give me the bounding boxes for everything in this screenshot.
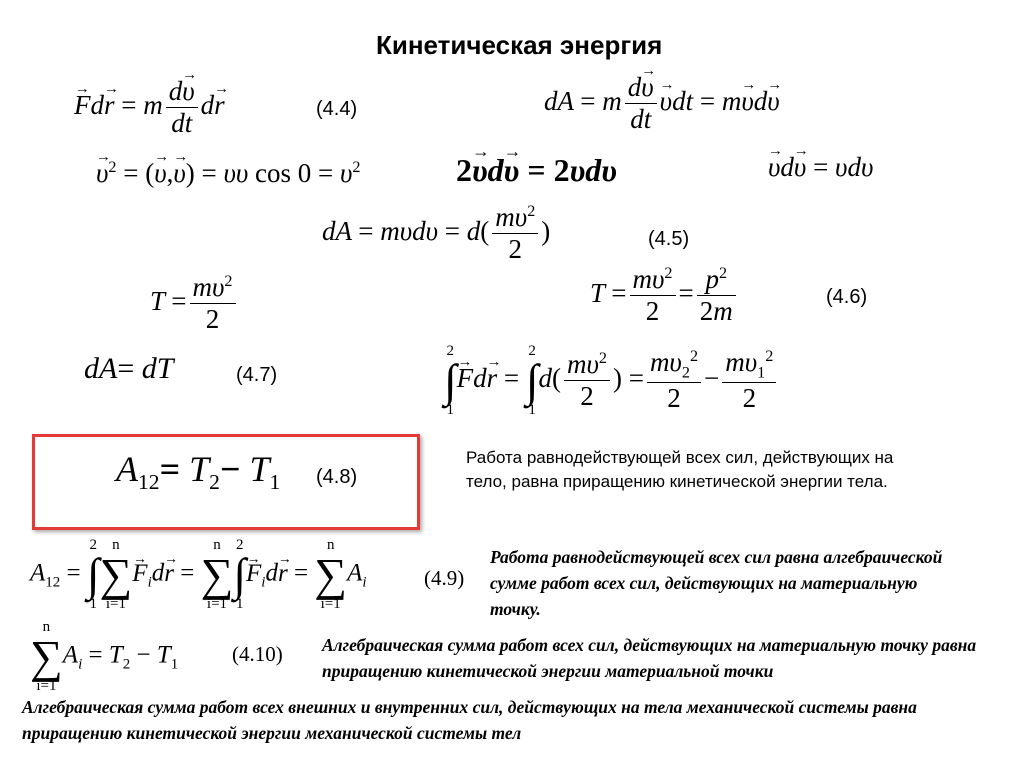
statement-4-10-text: Алгебраическая сумма работ всех сил, действующих на материальную точку равна приращению кинетической энергии материальной точки (322, 635, 977, 681)
equation-number-4-10: (4.10) (232, 642, 283, 666)
equation-number-4-6: (4.6) (826, 286, 868, 308)
equation-number-4-4: (4.4) (316, 98, 358, 120)
formula-4-6: T = $\frac{m\upsilon^2}{2}$ = $\frac{p^2}{2m}$ (590, 264, 739, 327)
formula-4-4: → Fd→ r = m $\frac{d\to \upsilon}{dt}$ d→ r (74, 76, 225, 139)
formula-4-7: dA= dT (84, 352, 174, 385)
formula-4-5: dA = mυdυ = d( $\frac{m\upsilon^2}{2}$ ) (322, 202, 551, 265)
equation-number-4-8: (4.8) (316, 466, 358, 488)
formula-kinetic-energy: T = $\frac{m\upsilon^2}{2}$ (150, 272, 239, 335)
equation-number-4-9: (4.9) (424, 566, 465, 590)
formula-integral-work: 2 ∫ 1 → Fd→ r = 2 ∫ 1 d( $\frac{m\upsilon^2}{2}$ ) = $\frac{m\upsilon_2^2}{2}$ − $\frac{m\upsilon_1^2}{2}$ (444, 344, 779, 418)
formula-differential: 2→ υd→ υ = 2υdυ (456, 152, 617, 189)
formula-4-9: $A_{12}$ = 2 ∫ 1 n ∑ i=1 → $F_id\to r$ = n ∑ i=1 2 ∫ 1 → $F_id\to r$ = n ∑ i=1 $A_i$ (30, 538, 367, 612)
page-title: Кинетическая энергия (376, 30, 663, 60)
equation-number-4-7: (4.7) (236, 364, 278, 386)
formula-4-10: n ∑ i=1 $A_i = T_2 - T_1$ (30, 619, 179, 694)
kinetic-energy-theorem-text: Работа равнодействующей всех сил, действующих на тело, равна приращению кинетической энергии тела. (466, 448, 894, 491)
formula-scalar-differential: → υd→ υ = υdυ (768, 152, 873, 183)
formula-work-element: dA = m $\frac{d\to \upsilon}{dt}$ → υdt = m→ υd→ υ (544, 72, 780, 135)
statement-4-9-text: Работа равнодействующей всех сил равна алгебраической сумме работ всех сил, действующих на материальную точку. (490, 547, 943, 619)
formula-4-8: $A_{12}= T_2- T_1$ (116, 449, 281, 495)
statement-system-text: Алгебраическая сумма работ всех внешних и внутренних сил, действующих на тела механической системы равна приращению кинетической энергии механической системы тел (22, 697, 917, 743)
equation-number-4-5: (4.5) (648, 228, 690, 250)
formula-velocity-square: → $\upsilon^2$ = (→ υ,→ υ) = υυ $\cos 0 = \upsilon^2$ (96, 158, 361, 189)
